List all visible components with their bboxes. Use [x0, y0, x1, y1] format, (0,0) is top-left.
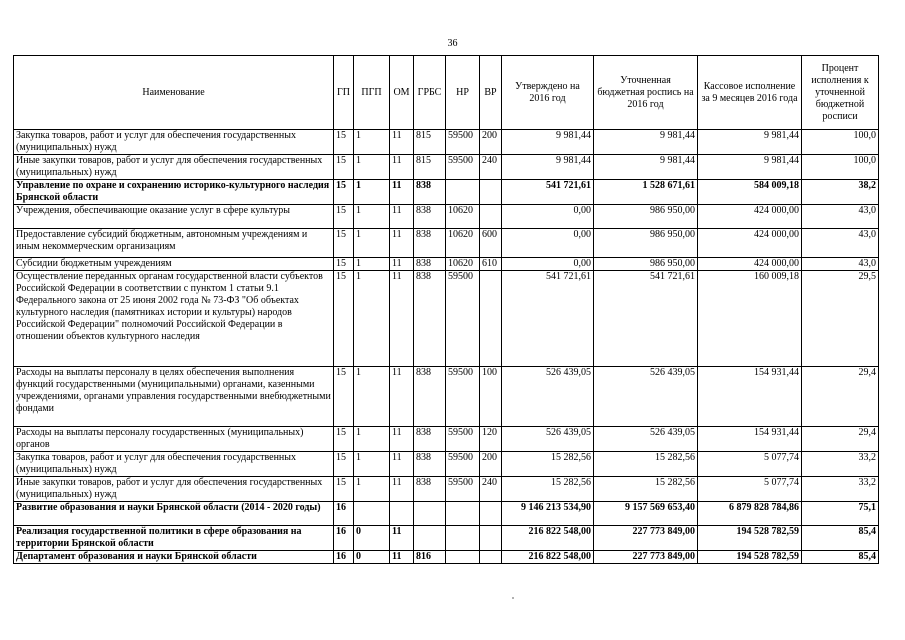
cell-gp: 15: [334, 367, 354, 427]
cell-grbs: 838: [414, 427, 446, 452]
cell-vr: 240: [480, 477, 502, 502]
cell-percent: 29,4: [802, 367, 879, 427]
cell-name: Учреждения, обеспечивающие оказание услуг в сфере культуры: [14, 205, 334, 229]
cell-ppgp: 1: [354, 229, 390, 258]
cell-approved: 216 822 548,00: [502, 526, 594, 551]
cell-cash: 5 077,74: [698, 477, 802, 502]
cell-grbs: 838: [414, 477, 446, 502]
cell-gp: 15: [334, 130, 354, 155]
cell-approved: 526 439,05: [502, 427, 594, 452]
cell-np: 59500: [446, 367, 480, 427]
cell-ppgp: 1: [354, 130, 390, 155]
cell-approved: 526 439,05: [502, 367, 594, 427]
cell-name: Иные закупки товаров, работ и услуг для обеспечения государственных (муниципальных) нужд: [14, 477, 334, 502]
cell-name: Департамент образования и науки Брянской области: [14, 551, 334, 564]
cell-gp: 16: [334, 551, 354, 564]
cell-om: 11: [390, 367, 414, 427]
cell-om: 11: [390, 130, 414, 155]
cell-grbs: 815: [414, 155, 446, 180]
cell-grbs: 838: [414, 271, 446, 367]
cell-grbs: 838: [414, 258, 446, 271]
cell-om: [390, 502, 414, 526]
cell-grbs: 815: [414, 130, 446, 155]
cell-ppgp: [354, 502, 390, 526]
cell-gp: 15: [334, 258, 354, 271]
cell-np: [446, 180, 480, 205]
cell-adjusted: 526 439,05: [594, 367, 698, 427]
cell-gp: 15: [334, 180, 354, 205]
cell-om: 11: [390, 155, 414, 180]
cell-adjusted: 1 528 671,61: [594, 180, 698, 205]
cell-vr: [480, 526, 502, 551]
cell-vr: [480, 502, 502, 526]
col-name-header: Наименование: [14, 56, 334, 130]
table-row: [14, 229, 879, 258]
cell-cash: 194 528 782,59: [698, 526, 802, 551]
cell-cash: 9 981,44: [698, 155, 802, 180]
cell-adjusted: 986 950,00: [594, 205, 698, 229]
table-row: [14, 502, 879, 526]
cell-approved: 9 981,44: [502, 130, 594, 155]
col-om-header: ОМ: [390, 56, 414, 130]
cell-om: 11: [390, 427, 414, 452]
cell-approved: 15 282,56: [502, 452, 594, 477]
cell-name: Предоставление субсидий бюджетным, автономным учреждениям и иным некоммерческим организациям: [14, 229, 334, 258]
col-cash-header: Кассовое исполнение за 9 месяцев 2016 года: [698, 56, 802, 130]
cell-approved: 15 282,56: [502, 477, 594, 502]
table-row: [14, 180, 879, 205]
cell-om: 11: [390, 551, 414, 564]
cell-ppgp: 1: [354, 205, 390, 229]
cell-vr: 200: [480, 130, 502, 155]
table-row: [14, 367, 879, 427]
cell-vr: 240: [480, 155, 502, 180]
cell-percent: 38,2: [802, 180, 879, 205]
cell-grbs: [414, 502, 446, 526]
cell-om: 11: [390, 452, 414, 477]
cell-adjusted: 526 439,05: [594, 427, 698, 452]
cell-ppgp: 1: [354, 452, 390, 477]
cell-vr: 600: [480, 229, 502, 258]
cell-vr: [480, 271, 502, 367]
cell-name: Закупка товаров, работ и услуг для обеспечения государственных (муниципальных) нужд: [14, 130, 334, 155]
cell-om: 11: [390, 477, 414, 502]
cell-ppgp: 1: [354, 271, 390, 367]
cell-gp: 15: [334, 477, 354, 502]
cell-name: Иные закупки товаров, работ и услуг для обеспечения государственных (муниципальных) нужд: [14, 155, 334, 180]
cell-adjusted: 986 950,00: [594, 258, 698, 271]
cell-ppgp: 0: [354, 526, 390, 551]
cell-ppgp: 1: [354, 180, 390, 205]
cell-np: 10620: [446, 229, 480, 258]
cell-name: Субсидии бюджетным учреждениям: [14, 258, 334, 271]
cell-gp: 15: [334, 155, 354, 180]
cell-cash: 154 931,44: [698, 427, 802, 452]
cell-np: 59500: [446, 477, 480, 502]
col-grbs-header: ГРБС: [414, 56, 446, 130]
cell-adjusted: 541 721,61: [594, 271, 698, 367]
cell-percent: 29,4: [802, 427, 879, 452]
header-row: [14, 56, 879, 130]
cell-vr: 100: [480, 367, 502, 427]
cell-vr: [480, 551, 502, 564]
cell-cash: 154 931,44: [698, 367, 802, 427]
col-percent-header: Процент исполнения к уточненной бюджетной росписи: [802, 56, 879, 130]
cell-name: Закупка товаров, работ и услуг для обеспечения государственных (муниципальных) нужд: [14, 452, 334, 477]
cell-approved: 0,00: [502, 229, 594, 258]
cell-np: 10620: [446, 205, 480, 229]
table-row: [14, 477, 879, 502]
cell-percent: 33,2: [802, 452, 879, 477]
cell-approved: 0,00: [502, 205, 594, 229]
cell-ppgp: 1: [354, 155, 390, 180]
cell-percent: 43,0: [802, 229, 879, 258]
budget-table: [13, 55, 879, 564]
cell-percent: 85,4: [802, 526, 879, 551]
cell-grbs: 816: [414, 551, 446, 564]
cell-grbs: 838: [414, 205, 446, 229]
cell-gp: 15: [334, 229, 354, 258]
page-number: 36: [447, 38, 458, 49]
cell-om: 11: [390, 526, 414, 551]
cell-vr: [480, 180, 502, 205]
cell-cash: 424 000,00: [698, 229, 802, 258]
cell-gp: 15: [334, 427, 354, 452]
cell-grbs: 838: [414, 180, 446, 205]
cell-ppgp: 1: [354, 477, 390, 502]
cell-ppgp: 1: [354, 258, 390, 271]
cell-cash: 6 879 828 784,86: [698, 502, 802, 526]
cell-om: 11: [390, 180, 414, 205]
table-row: [14, 155, 879, 180]
table-row: [14, 130, 879, 155]
table-row: [14, 452, 879, 477]
cell-percent: 100,0: [802, 130, 879, 155]
cell-approved: 541 721,61: [502, 271, 594, 367]
cell-adjusted: 15 282,56: [594, 477, 698, 502]
cell-grbs: [414, 526, 446, 551]
cell-approved: 541 721,61: [502, 180, 594, 205]
cell-gp: 15: [334, 271, 354, 367]
cell-adjusted: 15 282,56: [594, 452, 698, 477]
col-ppgp-header: ПГП: [354, 56, 390, 130]
cell-om: 11: [390, 205, 414, 229]
cell-vr: 200: [480, 452, 502, 477]
cell-cash: 5 077,74: [698, 452, 802, 477]
cell-np: 59500: [446, 155, 480, 180]
cell-vr: 120: [480, 427, 502, 452]
cell-approved: 9 981,44: [502, 155, 594, 180]
cell-np: [446, 502, 480, 526]
cell-vr: 610: [480, 258, 502, 271]
cell-percent: 100,0: [802, 155, 879, 180]
table-row: [14, 258, 879, 271]
scan-speck: [512, 597, 514, 599]
cell-adjusted: 986 950,00: [594, 229, 698, 258]
cell-cash: 424 000,00: [698, 205, 802, 229]
col-vr-header: ВР: [480, 56, 502, 130]
cell-gp: 15: [334, 452, 354, 477]
cell-percent: 85,4: [802, 551, 879, 564]
cell-np: [446, 526, 480, 551]
cell-ppgp: 1: [354, 367, 390, 427]
cell-adjusted: 9 981,44: [594, 155, 698, 180]
cell-gp: 16: [334, 526, 354, 551]
cell-gp: 16: [334, 502, 354, 526]
cell-np: 10620: [446, 258, 480, 271]
cell-percent: 43,0: [802, 258, 879, 271]
cell-cash: 424 000,00: [698, 258, 802, 271]
cell-approved: 9 146 213 534,90: [502, 502, 594, 526]
cell-percent: 33,2: [802, 477, 879, 502]
cell-om: 11: [390, 271, 414, 367]
cell-cash: 160 009,18: [698, 271, 802, 367]
col-adjusted-header: Уточненная бюджетная роспись на 2016 год: [594, 56, 698, 130]
cell-approved: 0,00: [502, 258, 594, 271]
table-row: [14, 526, 879, 551]
cell-cash: 9 981,44: [698, 130, 802, 155]
cell-adjusted: 227 773 849,00: [594, 526, 698, 551]
table-row: [14, 271, 879, 367]
cell-om: 11: [390, 229, 414, 258]
cell-name: Расходы на выплаты персоналу государственных (муниципальных) органов: [14, 427, 334, 452]
cell-grbs: 838: [414, 229, 446, 258]
cell-cash: 584 009,18: [698, 180, 802, 205]
cell-adjusted: 227 773 849,00: [594, 551, 698, 564]
cell-percent: 43,0: [802, 205, 879, 229]
cell-np: [446, 551, 480, 564]
table-row: [14, 205, 879, 229]
table-row: [14, 427, 879, 452]
cell-approved: 216 822 548,00: [502, 551, 594, 564]
cell-name: Реализация государственной политики в сфере образования на территории Брянской области: [14, 526, 334, 551]
table-row: [14, 551, 879, 564]
col-approved-header: Утверждено на 2016 год: [502, 56, 594, 130]
col-np-header: НР: [446, 56, 480, 130]
cell-name: Осуществление переданных органам государственной власти субъектов Российской Федерации в соответствии с пунктом 1 статьи 9.1 Федерального закона от 25 июня 2002 года № 73-ФЗ "Об объектах культурного наследия (памятниках истории и культуры) народов Российской Федерации" полномочий Российской Федерации в отношении объектов культурного наследия: [14, 271, 334, 367]
cell-percent: 29,5: [802, 271, 879, 367]
cell-name: Развитие образования и науки Брянской области (2014 - 2020 годы): [14, 502, 334, 526]
cell-om: 11: [390, 258, 414, 271]
cell-ppgp: 1: [354, 427, 390, 452]
cell-adjusted: 9 157 569 653,40: [594, 502, 698, 526]
cell-name: Расходы на выплаты персоналу в целях обеспечения выполнения функций государственными (муниципальными) органами, казенными учреждениями, органами управления государственными внебюджетными фондами: [14, 367, 334, 427]
cell-np: 59500: [446, 427, 480, 452]
cell-grbs: 838: [414, 452, 446, 477]
cell-adjusted: 9 981,44: [594, 130, 698, 155]
cell-gp: 15: [334, 205, 354, 229]
cell-np: 59500: [446, 130, 480, 155]
cell-percent: 75,1: [802, 502, 879, 526]
cell-np: 59500: [446, 271, 480, 367]
cell-np: 59500: [446, 452, 480, 477]
col-gp-header: ГП: [334, 56, 354, 130]
cell-cash: 194 528 782,59: [698, 551, 802, 564]
cell-ppgp: 0: [354, 551, 390, 564]
cell-name: Управление по охране и сохранению историко-культурного наследия Брянской области: [14, 180, 334, 205]
cell-grbs: 838: [414, 367, 446, 427]
cell-vr: [480, 205, 502, 229]
